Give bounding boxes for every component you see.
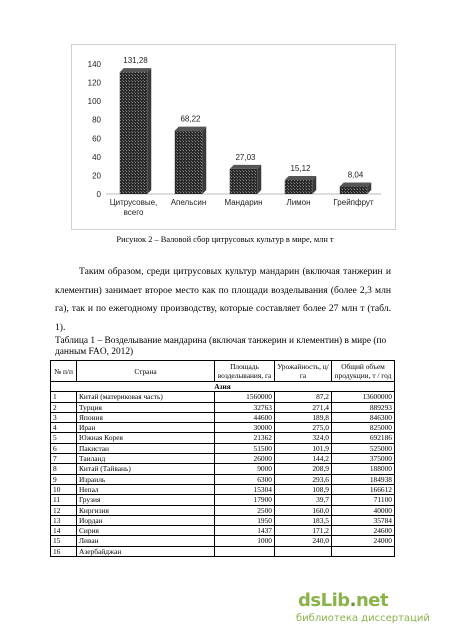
row-num: 11 [51,495,77,505]
row-production: 692186 [332,433,395,443]
row-country: Ливан [77,536,215,546]
row-area: 32763 [215,402,275,412]
table-row [51,536,395,546]
row-yield: 87,2 [275,392,332,402]
row-area: 15304 [215,484,275,494]
bar-top [230,165,262,169]
data-label: 131,28 [123,56,148,66]
row-production: 525000 [332,443,395,453]
row-area: 30000 [215,423,275,433]
chart-canvas [72,45,395,229]
data-label: 15,12 [290,163,311,173]
header-yield: Урожайность, ц/га [275,361,332,382]
row-yield: 293,6 [275,474,332,484]
row-yield: 271,4 [275,402,332,412]
row-production: 188000 [332,464,395,474]
row-num: 16 [51,546,77,556]
bar-side [147,68,151,194]
bar [285,180,313,194]
header-area: Площадь возделывания, га [215,361,275,382]
header-num: № п/п [51,361,77,382]
row-yield: 144,2 [275,454,332,464]
row-yield: 171,2 [275,526,332,536]
row-num: 10 [51,484,77,494]
row-area: 44600 [215,412,275,422]
table-row [51,495,395,505]
table-row [51,402,395,412]
row-area: 6300 [215,474,275,484]
bar [175,131,203,194]
row-country: Иордан [77,515,215,525]
row-num: 5 [51,433,77,443]
row-production: 375000 [332,454,395,464]
row-yield: 240,0 [275,536,332,546]
row-area: 17900 [215,495,275,505]
group-label: Азия [51,382,395,392]
table-row [51,423,395,433]
table-row [51,443,395,453]
bar-top [175,127,207,131]
x-tick-label: Лимон [286,198,311,207]
row-area: 26000 [215,454,275,464]
row-country: Киргизия [77,505,215,515]
y-tick-label: 100 [87,97,101,107]
row-area: 1560000 [215,392,275,402]
bar-top [285,176,317,180]
row-yield: 324,0 [275,433,332,443]
paragraph-text: Таким образом, среди цитрусовых культур мандарин (включая танжерин и клементин) занимает второе место как по площади возделывания (более 2,3 млн га), так и по ежегодному производству, которые составляет более 27 млн т (табл. 1). [55,266,391,333]
row-country: Израиль [77,474,215,484]
row-country: Китай (Тайвань) [77,464,215,474]
bar-chart [71,44,396,230]
y-tick-label: 80 [92,115,101,125]
table-row [51,433,395,443]
row-yield [275,546,332,556]
bar-side [202,127,206,194]
row-production: 71100 [332,495,395,505]
row-area: 1000 [215,536,275,546]
row-area: 2500 [215,505,275,515]
watermark-logo: dsLib.net [298,590,389,611]
bar [340,187,368,194]
y-tick-label: 60 [92,134,101,144]
data-table [50,360,395,557]
row-country: Турция [77,402,215,412]
table-caption: Таблица 1 – Возделывание мандарина (включая танжерин и клементин) в мире (по данным FAO, 2012) [55,336,387,357]
x-tick-label: всего [123,208,144,217]
y-tick-label: 40 [92,152,101,162]
row-yield: 275,0 [275,423,332,433]
row-country: Сирия [77,526,215,536]
row-area: 9000 [215,464,275,474]
row-yield: 108,9 [275,484,332,494]
row-area: 1950 [215,515,275,525]
row-production: 24000 [332,536,395,546]
table-row [51,454,395,464]
row-production: 825000 [332,423,395,433]
row-yield: 39,7 [275,495,332,505]
row-yield: 160,0 [275,505,332,515]
row-country: Пакистан [77,443,215,453]
table-row [51,412,395,422]
data-label: 27,03 [235,152,256,162]
table-row [51,484,395,494]
row-country: Южная Корея [77,433,215,443]
row-area: 1437 [215,526,275,536]
table-row [51,464,395,474]
x-tick-label: Мандарин [224,198,263,207]
row-num: 1 [51,392,77,402]
x-tick-label: Грейпфрут [333,198,374,207]
row-country: Азербайджан [77,546,215,556]
x-tick-label: Цитрусовые, [109,198,158,207]
watermark-subtitle: библиотека диссертаций [296,613,430,624]
body-paragraph [55,263,391,337]
row-production: 889293 [332,402,395,412]
row-area [215,546,275,556]
bar-top [120,68,152,72]
data-label: 8,04 [347,170,364,180]
table-row [51,474,395,484]
watermark [296,590,446,630]
table-group-row [51,382,395,392]
row-yield: 208,9 [275,464,332,474]
row-num: 9 [51,474,77,484]
row-country: Таиланд [77,454,215,464]
row-area: 21362 [215,433,275,443]
bar-top [340,183,372,187]
row-area: 51500 [215,443,275,453]
table-row [51,505,395,515]
table-row [51,526,395,536]
y-tick-label: 120 [87,78,101,88]
row-num: 8 [51,464,77,474]
data-label: 68,22 [180,114,201,124]
row-production: 846300 [332,412,395,422]
x-tick-label: Апельсин [170,198,207,207]
row-country: Иран [77,423,215,433]
row-production [332,546,395,556]
row-production: 166612 [332,484,395,494]
figure-caption: Рисунок 2 – Валовой сбор цитрусовых культур в мире, млн т [116,235,334,244]
row-num: 3 [51,412,77,422]
row-num: 2 [51,402,77,412]
row-num: 13 [51,515,77,525]
row-num: 6 [51,443,77,453]
row-yield: 183,5 [275,515,332,525]
row-production: 40000 [332,505,395,515]
row-num: 14 [51,526,77,536]
table-header-row [51,361,395,382]
row-country: Непал [77,484,215,494]
y-tick-label: 140 [87,60,101,69]
row-num: 15 [51,536,77,546]
row-num: 7 [51,454,77,464]
table-row [51,515,395,525]
bar-side [257,165,261,194]
table-row [51,546,395,556]
y-tick-label: 0 [96,190,101,199]
bar [120,72,148,194]
row-production: 184938 [332,474,395,484]
row-num: 4 [51,423,77,433]
row-country: Китай (материковая часть) [77,392,215,402]
row-production: 24600 [332,526,395,536]
row-country: Япония [77,412,215,422]
bar [230,169,258,194]
y-tick-label: 20 [92,171,101,181]
header-country: Страна [77,361,215,382]
row-yield: 189,8 [275,412,332,422]
table-row [51,392,395,402]
header-production: Общий объем продукции, т / год [332,361,395,382]
row-production: 35784 [332,515,395,525]
row-num: 12 [51,505,77,515]
row-country: Грузия [77,495,215,505]
row-yield: 101,9 [275,443,332,453]
row-production: 13600000 [332,392,395,402]
